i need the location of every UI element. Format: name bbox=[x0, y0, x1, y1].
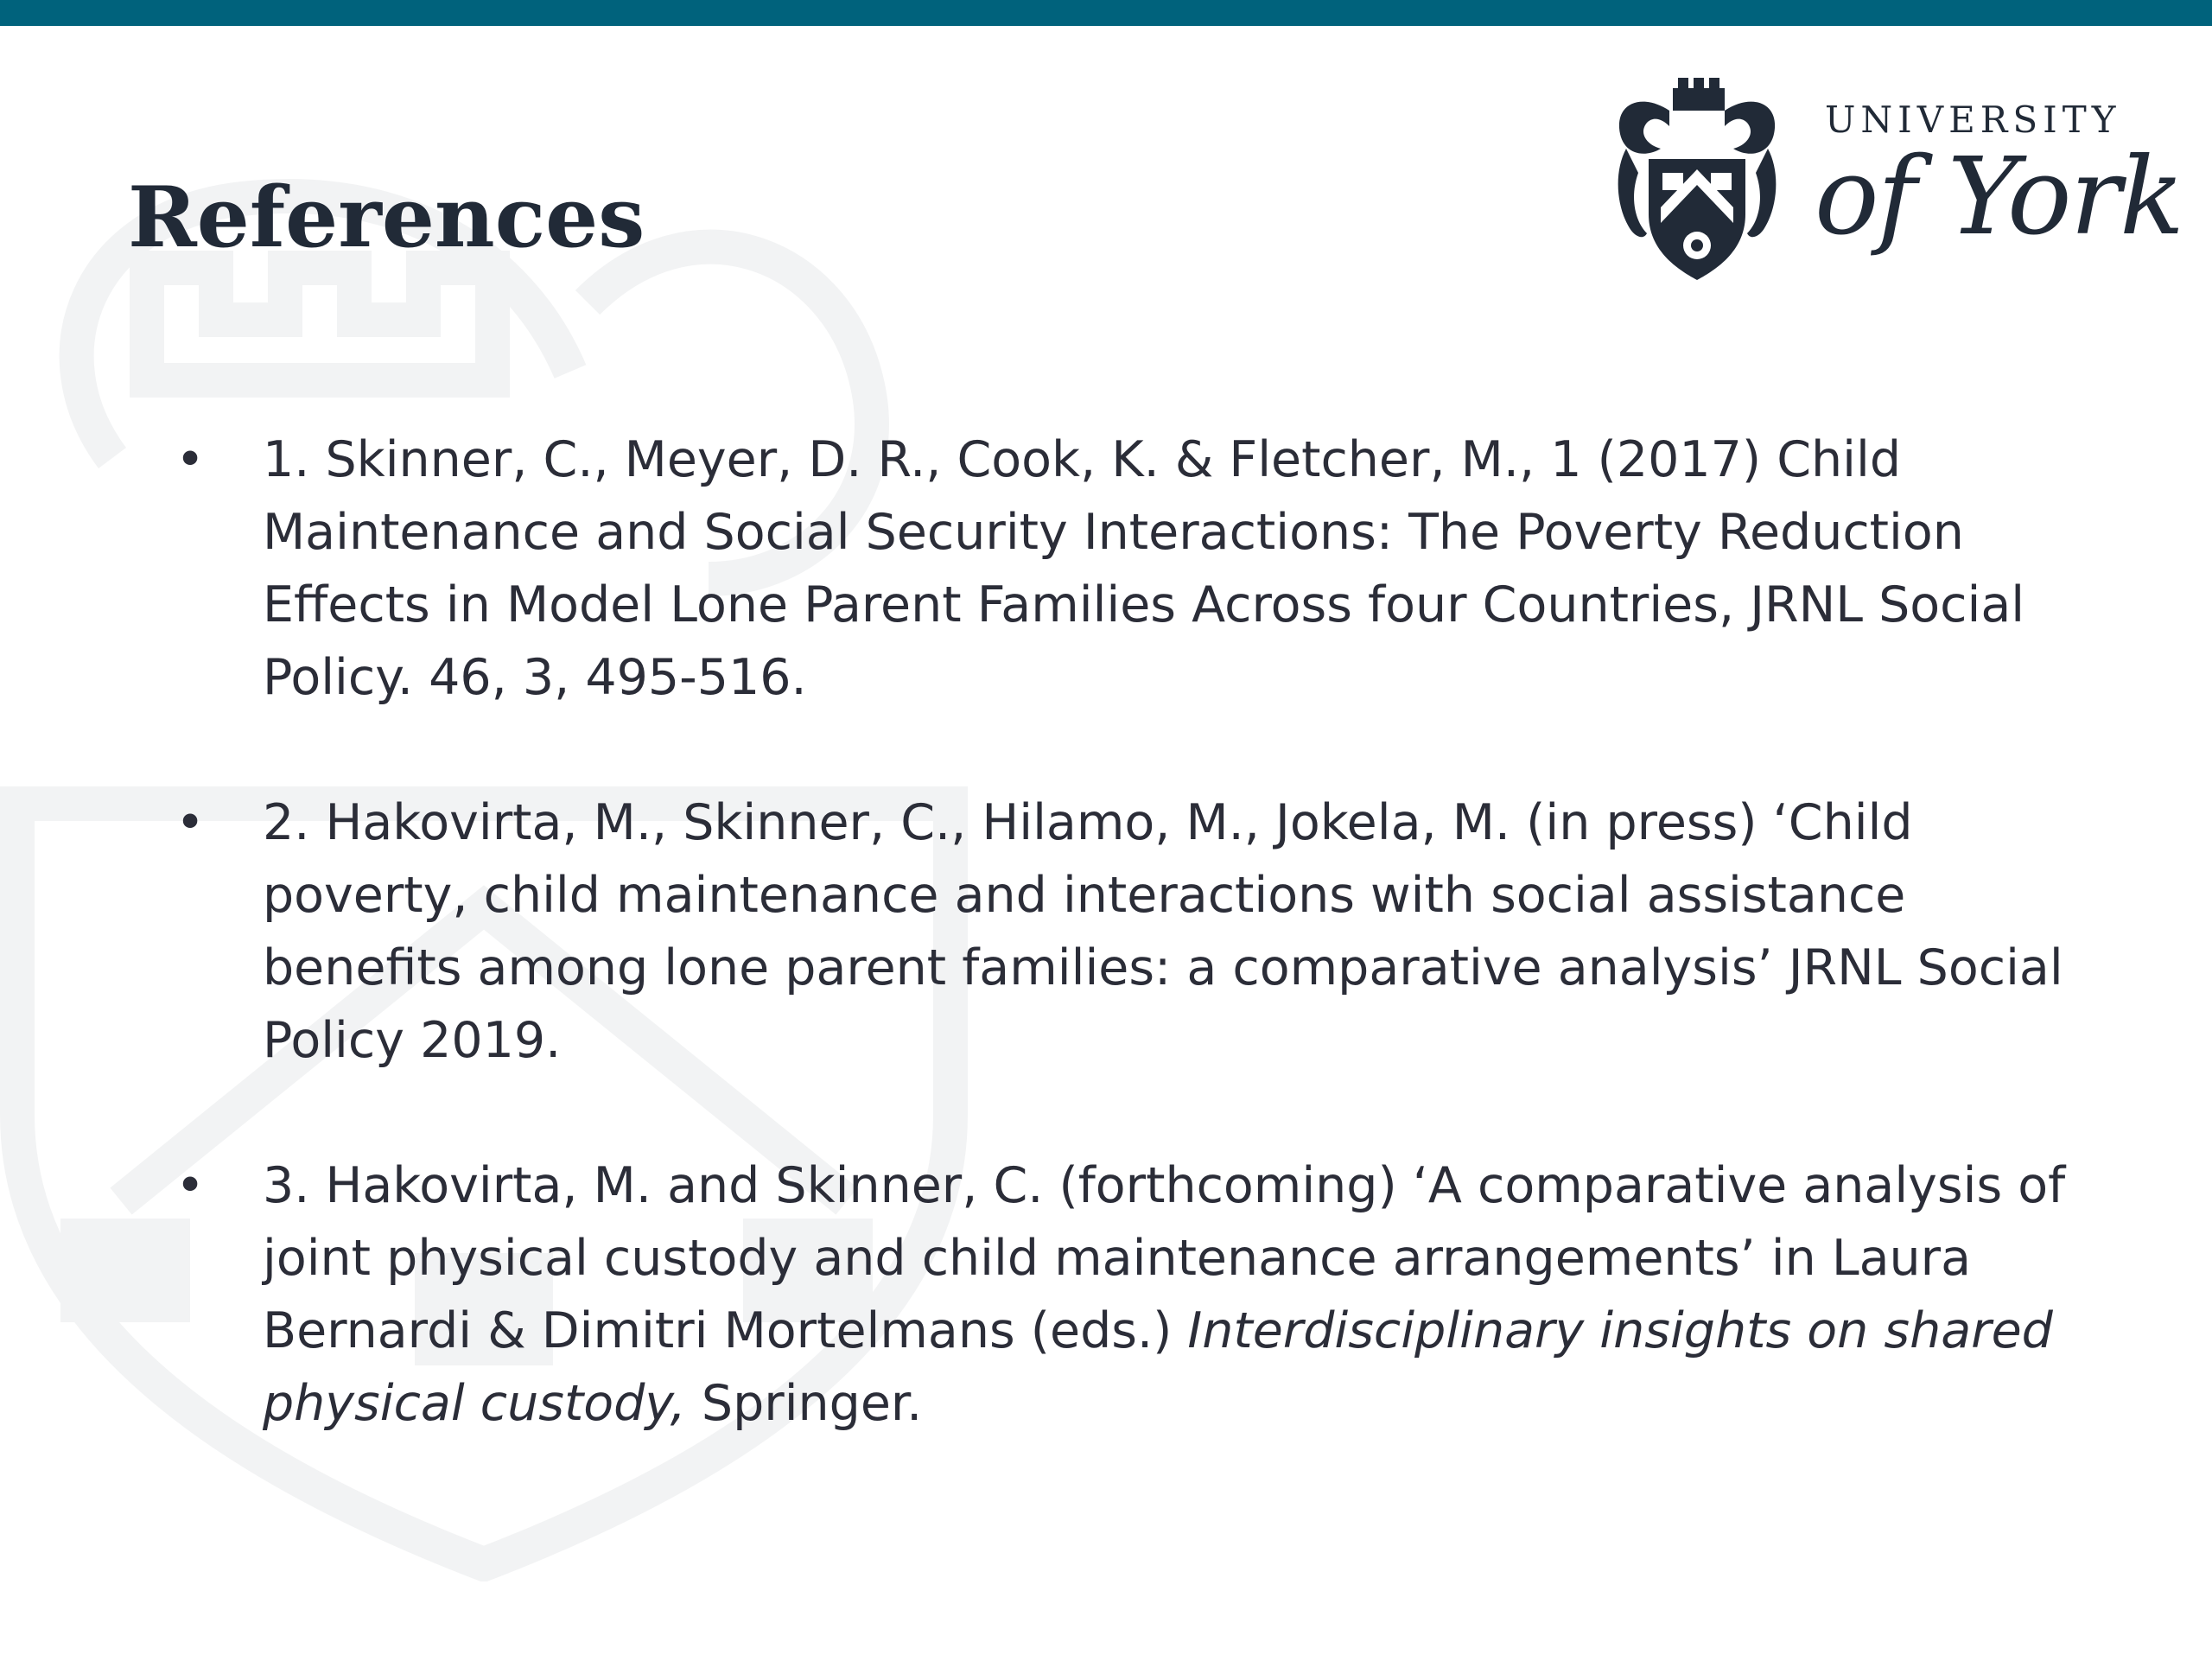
logo-line-university: UNIVERSITY bbox=[1825, 99, 2121, 141]
logo-line-of-york: of York bbox=[1815, 135, 2183, 259]
reference-text: 1. Skinner, C., Meyer, D. R., Cook, K. & Fletcher, M., 1 (2017) Child Maintenance and Social Security Interactions: The Poverty Reduction Effects in Model Lone Parent Families Across four Countries, JRNL Social Policy. 46, 3, 495-516. bbox=[263, 431, 2025, 706]
university-crest-icon bbox=[1609, 76, 1785, 283]
top-accent-bar bbox=[0, 0, 2212, 26]
slide-title: References bbox=[128, 169, 645, 266]
reference-item bbox=[173, 1149, 2074, 1440]
university-logo bbox=[1609, 76, 2183, 292]
reference-book-title: Interdisciplinary insights on shared physical custody, bbox=[263, 1302, 2053, 1432]
reference-item bbox=[173, 423, 2074, 714]
reference-publisher: Springer. bbox=[685, 1375, 923, 1432]
reference-text: 2. Hakovirta, M., Skinner, C., Hilamo, M., Jokela, M. (in press) ‘Child poverty, child maintenance and interactions with social assistance benefits among lone parent families: a comparative analysis’ JRNL Social Policy 2019. bbox=[263, 794, 2063, 1069]
reference-text: 3. Hakovirta, M. and Skinner, C. (forthcoming) ‘A comparative analysis of joint physical custody and child maintenance arrangements’ in Laura Bernardi & Dimitri Mortelmans (eds.) bbox=[263, 1157, 2066, 1359]
reference-list bbox=[173, 423, 2074, 1512]
bullet-icon: • bbox=[175, 1157, 205, 1214]
bullet-icon: • bbox=[175, 431, 205, 488]
bullet-icon: • bbox=[175, 794, 205, 851]
reference-item bbox=[173, 786, 2074, 1077]
